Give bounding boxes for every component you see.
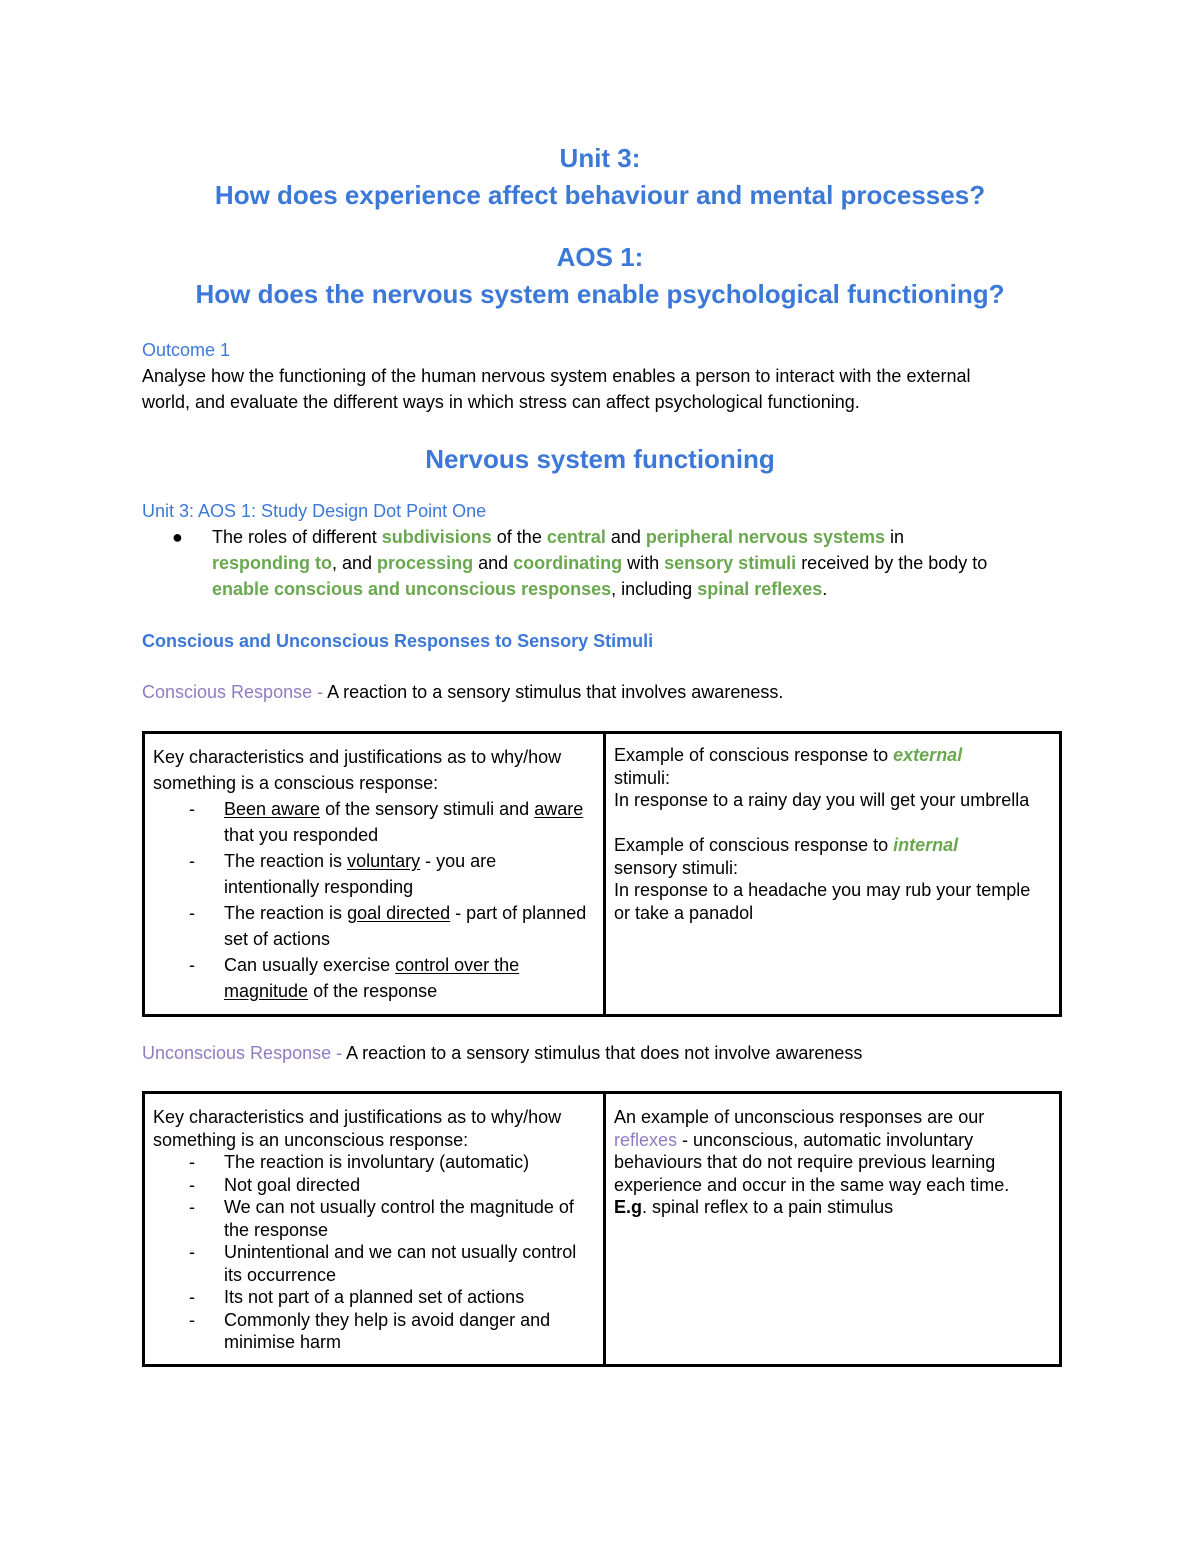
list-item: [153, 900, 595, 952]
bullet-icon: ●: [172, 527, 183, 547]
subheading: Conscious and Unconscious Responses to Sensory Stimuli: [142, 631, 654, 651]
text-part: - you are intentionally responding: [224, 851, 497, 897]
list-item: - We can not usually control the magnitude of the response: [153, 1196, 595, 1241]
list-item: - The reaction is involuntary (automatic): [153, 1151, 595, 1174]
unconscious-table: [142, 1091, 1062, 1367]
study-design-text: [212, 524, 1062, 602]
keyword: enable conscious and unconscious responses: [212, 579, 612, 599]
text-part: that you responded: [224, 825, 379, 845]
text-part: - unconscious, automatic involuntary behaviours that do not require previous learning experience and occur in the same way each time.: [614, 1129, 1010, 1195]
unit-question: How does experience affect behaviour and mental processes?: [214, 180, 986, 210]
dash: -: [331, 1043, 347, 1063]
keyword: processing: [377, 553, 474, 573]
dash: -: [312, 682, 328, 702]
keyword: subdivisions: [381, 527, 492, 547]
conscious-table: [142, 731, 1062, 1017]
list-item: [153, 796, 595, 848]
text-part: .: [822, 579, 828, 599]
text-part: The roles of different: [212, 527, 382, 547]
cell-intro: Key characteristics and justifications as to why/how something is an unconscious response:: [153, 1107, 562, 1150]
text-part: Can usually exercise: [224, 955, 396, 975]
internal-example: In response to a headache you may rub your temple or take a panadol: [614, 880, 1031, 923]
underlined-term: goal directed: [347, 903, 451, 923]
outcome-text-line1: Analyse how the functioning of the human nervous system enables a person to interact with the external: [142, 366, 971, 386]
list-item: - Its not part of a planned set of actions: [153, 1286, 595, 1309]
conscious-term: Conscious Response: [142, 682, 313, 702]
outcome-label: Outcome 1: [142, 340, 231, 360]
keyword: sensory stimuli: [664, 553, 797, 573]
cell-intro: Key characteristics and justifications as to why/how something is a conscious response:: [153, 747, 562, 793]
keyword: external: [893, 745, 963, 765]
text-part: of the response: [308, 981, 438, 1001]
outcome-text-line2: world, and evaluate the different ways in which stress can affect psychological functioning.: [142, 392, 860, 412]
list-item: [153, 848, 595, 900]
definition-text: A reaction to a sensory stimulus that does not involve awareness: [346, 1043, 863, 1063]
external-example-heading: [614, 744, 1051, 767]
text-part: The reaction is: [224, 903, 348, 923]
study-design-label: Unit 3: AOS 1: Study Design Dot Point One: [142, 501, 487, 521]
list-item: - Commonly they help is avoid danger and minimise harm: [153, 1309, 595, 1354]
text-part: Example of conscious response to: [614, 835, 894, 855]
unconscious-definition: [142, 1040, 862, 1066]
unit-title: Unit 3:: [559, 143, 641, 173]
text-part: with: [622, 553, 665, 573]
keyword: internal: [893, 835, 959, 855]
text-part: of the: [491, 527, 547, 547]
aos-question: How does the nervous system enable psychological functioning?: [195, 279, 1005, 309]
text-part: in: [885, 527, 905, 547]
conscious-characteristics-list: [153, 796, 595, 1004]
keyword: coordinating: [513, 553, 623, 573]
text-part: of the sensory stimuli and: [320, 799, 535, 819]
spacer: [614, 812, 1051, 835]
text-part: and: [473, 553, 514, 573]
text-part: - part of planned set of actions: [224, 903, 587, 949]
keyword: central: [546, 527, 606, 547]
unconscious-characteristics-cell: [144, 1093, 605, 1366]
text-part: received by the body to: [796, 553, 988, 573]
keyword: responding to: [212, 553, 332, 573]
list-item: - Not goal directed: [153, 1174, 595, 1197]
eg-label: E.g: [614, 1197, 643, 1217]
text-part: stimuli:: [614, 767, 671, 788]
text-part: The reaction is: [224, 851, 348, 871]
external-example: In response to a rainy day you will get your umbrella: [614, 790, 1030, 810]
example-line: [614, 1196, 1051, 1219]
keyword: peripheral nervous systems: [645, 527, 886, 547]
underlined-term: control over the magnitude: [224, 955, 520, 1001]
conscious-characteristics-cell: [144, 733, 605, 1016]
reflexes-term: reflexes: [614, 1129, 678, 1150]
keyword: spinal reflexes: [697, 579, 823, 599]
text-part: and: [605, 527, 646, 547]
text-part: sensory stimuli:: [614, 857, 739, 878]
text-part: , and: [332, 553, 378, 573]
unconscious-term: Unconscious Response: [142, 1043, 332, 1063]
definition-text: A reaction to a sensory stimulus that involves awareness.: [327, 682, 784, 702]
text-part: , including: [611, 579, 698, 599]
section-title: Nervous system functioning: [425, 444, 775, 474]
aos-title: AOS 1:: [556, 242, 644, 272]
unconscious-example-cell: [605, 1093, 1061, 1366]
unconscious-characteristics-list: [153, 1151, 595, 1354]
text-part: Example of conscious response to: [614, 745, 894, 765]
list-item: - Unintentional and we can not usually control its occurrence: [153, 1241, 595, 1286]
conscious-examples-cell: [605, 733, 1061, 1016]
text-part: An example of unconscious responses are our: [614, 1107, 985, 1127]
list-item: [153, 952, 595, 1004]
text-part: . spinal reflex to a pain stimulus: [642, 1197, 894, 1217]
underlined-term: voluntary: [347, 851, 421, 871]
internal-example-heading: [614, 834, 1051, 857]
conscious-definition: [142, 679, 783, 705]
underlined-term: Been aware: [224, 799, 321, 819]
underlined-term: aware: [534, 799, 584, 819]
